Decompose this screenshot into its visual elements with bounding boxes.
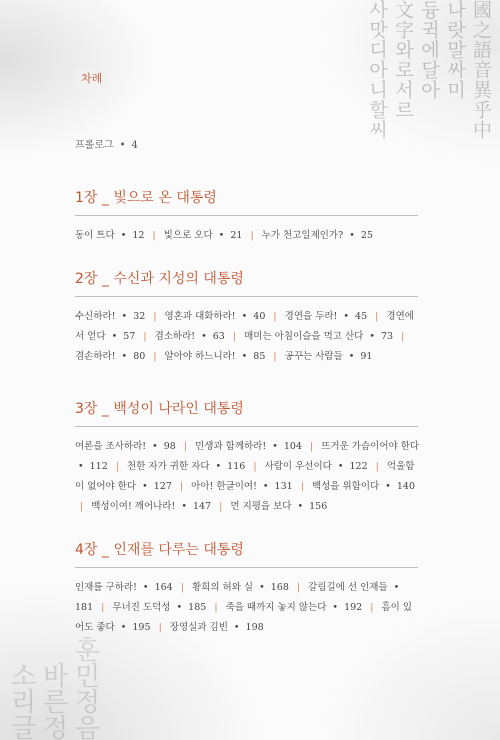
- entry-separator: |: [153, 351, 157, 362]
- entry-separator: |: [180, 582, 184, 593]
- entry-title: 아아! 한글이여!: [191, 481, 257, 492]
- entry-page: 122: [349, 461, 368, 472]
- chapter-entries: [75, 578, 420, 638]
- entry-page: 112: [89, 461, 108, 472]
- dot-separator: •: [173, 602, 186, 613]
- dot-separator: •: [119, 140, 126, 151]
- dot-separator: •: [334, 461, 347, 472]
- entry-title: 매미는 아침이슬을 먹고 산다: [244, 331, 364, 342]
- dot-separator: •: [294, 501, 307, 512]
- entry-separator: |: [214, 602, 218, 613]
- dot-separator: •: [230, 622, 243, 633]
- toc-entry[interactable]: [127, 461, 245, 472]
- dot-separator: •: [215, 230, 228, 241]
- dot-separator: •: [238, 311, 251, 322]
- entry-page: 104: [283, 441, 302, 452]
- chapter-3: [75, 398, 420, 517]
- dot-separator: •: [118, 351, 131, 362]
- entry-title: 흠이 있어도 좋다: [75, 602, 413, 633]
- toc-entry[interactable]: [191, 481, 293, 492]
- toc-entry[interactable]: [226, 602, 363, 613]
- toc-entry[interactable]: [155, 331, 225, 342]
- entry-separator: |: [250, 230, 254, 241]
- entry-title: 동이 트다: [75, 230, 115, 241]
- calligraphy-column: 훈민정음: [70, 636, 100, 740]
- toc-entry[interactable]: [285, 311, 367, 322]
- entry-page: 198: [245, 622, 264, 633]
- entry-page: 181: [75, 602, 94, 613]
- chapter-entries: [75, 226, 420, 246]
- entry-page: 25: [360, 230, 373, 241]
- entry-title: 갈림길에 선 인재들: [308, 582, 388, 593]
- toc-entry[interactable]: [75, 582, 173, 593]
- toc-label: 차례: [75, 69, 108, 88]
- entry-title: 누가 천고일제인가?: [261, 230, 344, 241]
- entry-page: 80: [133, 351, 146, 362]
- entry-page: 73: [380, 331, 394, 342]
- calligraphy-column: 듕귁에달아: [418, 0, 440, 100]
- dot-separator: •: [238, 351, 251, 362]
- calligraphy-column: 나랏말싸미: [444, 0, 466, 100]
- chapter-title[interactable]: 4장 _ 인재를 다루는 대통령: [75, 542, 244, 558]
- entry-title: 천한 자가 귀한 자다: [127, 461, 210, 472]
- entry-page: 164: [154, 582, 173, 593]
- prologue-page: 4: [131, 140, 138, 151]
- entry-title: 알아야 하느니라!: [164, 351, 236, 362]
- entry-page: 131: [274, 481, 293, 492]
- entry-page: 85: [253, 351, 266, 362]
- prologue-entry[interactable]: [75, 136, 138, 151]
- entry-page: 195: [132, 622, 151, 633]
- dot-separator: •: [382, 481, 394, 492]
- entry-separator: |: [183, 441, 188, 452]
- entry-separator: |: [401, 331, 405, 342]
- dot-separator: •: [198, 331, 210, 342]
- entry-page: 185: [188, 602, 207, 613]
- toc-entry[interactable]: [165, 311, 266, 322]
- entry-separator: |: [80, 501, 84, 512]
- toc-entry[interactable]: [75, 311, 145, 322]
- dot-separator: •: [108, 331, 121, 342]
- entry-title: 먼 지평을 보다: [230, 501, 292, 512]
- entry-title: 인재를 구하라!: [75, 582, 137, 593]
- entry-page: 140: [396, 481, 416, 492]
- entry-separator: |: [153, 311, 157, 322]
- chapter-title[interactable]: 2장 _ 수신과 지성의 대통령: [75, 271, 244, 287]
- chapter-2: [75, 268, 420, 367]
- entry-separator: |: [273, 311, 277, 322]
- entry-separator: |: [370, 602, 374, 613]
- toc-entry[interactable]: [75, 441, 176, 452]
- toc-entry[interactable]: [164, 230, 243, 241]
- divider: [75, 567, 418, 568]
- entry-page: 192: [344, 602, 363, 613]
- dot-separator: •: [346, 230, 358, 241]
- entry-title: 백성이여! 깨어나라!: [91, 501, 176, 512]
- entry-title: 황희의 허와 실: [191, 582, 254, 593]
- calligraphy-decoration-top: [320, 0, 490, 190]
- entry-separator: |: [375, 311, 379, 322]
- entry-page: 45: [355, 311, 368, 322]
- entry-title: 장영실과 김빈: [169, 622, 228, 633]
- toc-entry[interactable]: [230, 501, 327, 512]
- divider: [75, 296, 418, 297]
- entry-separator: |: [296, 582, 301, 593]
- entry-page: 98: [163, 441, 176, 452]
- entry-page: 91: [360, 351, 373, 362]
- entry-page: 63: [212, 331, 225, 342]
- entry-separator: |: [219, 501, 223, 512]
- entry-page: 32: [133, 311, 146, 322]
- chapter-entries: [75, 307, 420, 367]
- entry-page: 12: [132, 230, 145, 241]
- calligraphy-column: 바른정: [38, 662, 68, 740]
- chapter-1: [75, 187, 420, 246]
- toc-entry[interactable]: [192, 582, 289, 593]
- entry-page: 156: [309, 501, 328, 512]
- entry-title: 무너진 도덕성: [112, 602, 171, 613]
- dot-separator: •: [366, 331, 378, 342]
- entry-title: 여론을 조사하라!: [75, 441, 147, 452]
- entry-separator: |: [300, 481, 304, 492]
- entry-separator: |: [375, 461, 379, 472]
- dot-separator: •: [117, 622, 130, 633]
- calligraphy-column: 사맛디아니할씨: [366, 0, 388, 140]
- dot-separator: •: [118, 311, 131, 322]
- entry-title: 경연에서 얻다: [75, 311, 414, 342]
- dot-separator: •: [256, 582, 268, 593]
- dot-separator: •: [149, 441, 161, 452]
- toc-entry[interactable]: [75, 230, 144, 241]
- dot-separator: •: [345, 351, 358, 362]
- dot-separator: •: [340, 311, 353, 322]
- entry-title: 겸소하라!: [154, 331, 196, 342]
- entry-page: 57: [123, 331, 136, 342]
- dot-separator: •: [212, 461, 225, 472]
- dot-separator: •: [178, 501, 190, 512]
- entry-page: 168: [270, 582, 289, 593]
- chapter-4: [75, 539, 420, 638]
- entry-separator: |: [158, 622, 162, 633]
- entry-title: 뜨거운 가슴이어야 한다: [321, 441, 420, 452]
- entry-title: 빛으로 오다: [163, 230, 213, 241]
- divider: [75, 426, 418, 427]
- entry-separator: |: [310, 441, 314, 452]
- toc-entry[interactable]: [244, 331, 393, 342]
- toc-entry[interactable]: [195, 441, 302, 452]
- dot-separator: •: [139, 481, 151, 492]
- entry-separator: |: [101, 602, 105, 613]
- calligraphy-column: 소리글: [6, 662, 36, 740]
- toc-entry[interactable]: [170, 622, 264, 633]
- entry-title: 죽을 때까지 놓지 않는다: [225, 602, 327, 613]
- entry-page: 127: [153, 481, 172, 492]
- chapter-title[interactable]: 1장 _ 빛으로 온 대통령: [75, 190, 217, 206]
- toc-entry[interactable]: [265, 461, 368, 472]
- entry-title: 백성을 위함이다: [311, 481, 380, 492]
- entry-title: 수신하라!: [75, 311, 116, 322]
- toc-entry[interactable]: [75, 351, 145, 362]
- toc-entry[interactable]: [112, 602, 206, 613]
- dot-separator: •: [78, 461, 87, 472]
- entry-title: 겸손하라!: [75, 351, 116, 362]
- entry-separator: |: [143, 331, 147, 342]
- entry-separator: |: [253, 461, 257, 472]
- dot-separator: •: [117, 230, 130, 241]
- entry-title: 민생과 함께하라!: [195, 441, 267, 452]
- entry-separator: |: [152, 230, 156, 241]
- toc-entry[interactable]: [312, 481, 415, 492]
- entry-page: 116: [227, 461, 246, 472]
- chapter-title[interactable]: 3장 _ 백성이 나라인 대통령: [75, 401, 244, 417]
- entry-title: 억울함이 없어야 한다: [75, 461, 415, 492]
- calligraphy-column: 國之語音異乎中: [470, 0, 492, 140]
- dot-separator: •: [259, 481, 272, 492]
- dot-separator: •: [269, 441, 281, 452]
- entry-page: 147: [192, 501, 212, 512]
- entry-title: 공꾸는 사람들: [284, 351, 343, 362]
- entry-separator: |: [179, 481, 184, 492]
- toc-entry[interactable]: [165, 351, 266, 362]
- entry-separator: |: [115, 461, 119, 472]
- entry-title: 사람이 우선이다: [264, 461, 332, 472]
- entry-title: 경연을 두라!: [284, 311, 338, 322]
- entry-title: 영혼과 대화하라!: [164, 311, 236, 322]
- entry-page: 40: [253, 311, 266, 322]
- dot-separator: •: [139, 582, 152, 593]
- calligraphy-column: 文字와로서르: [392, 0, 414, 120]
- entry-separator: |: [273, 351, 277, 362]
- toc-entry[interactable]: [285, 351, 373, 362]
- chapter-entries: [75, 437, 420, 517]
- entry-page: 21: [230, 230, 243, 241]
- prologue-title: 프롤로그: [75, 140, 114, 151]
- toc-entry[interactable]: [91, 501, 211, 512]
- entry-separator: |: [232, 331, 237, 342]
- divider: [75, 215, 418, 216]
- dot-separator: •: [329, 602, 342, 613]
- toc-entry[interactable]: [262, 230, 373, 241]
- dot-separator: •: [390, 582, 400, 593]
